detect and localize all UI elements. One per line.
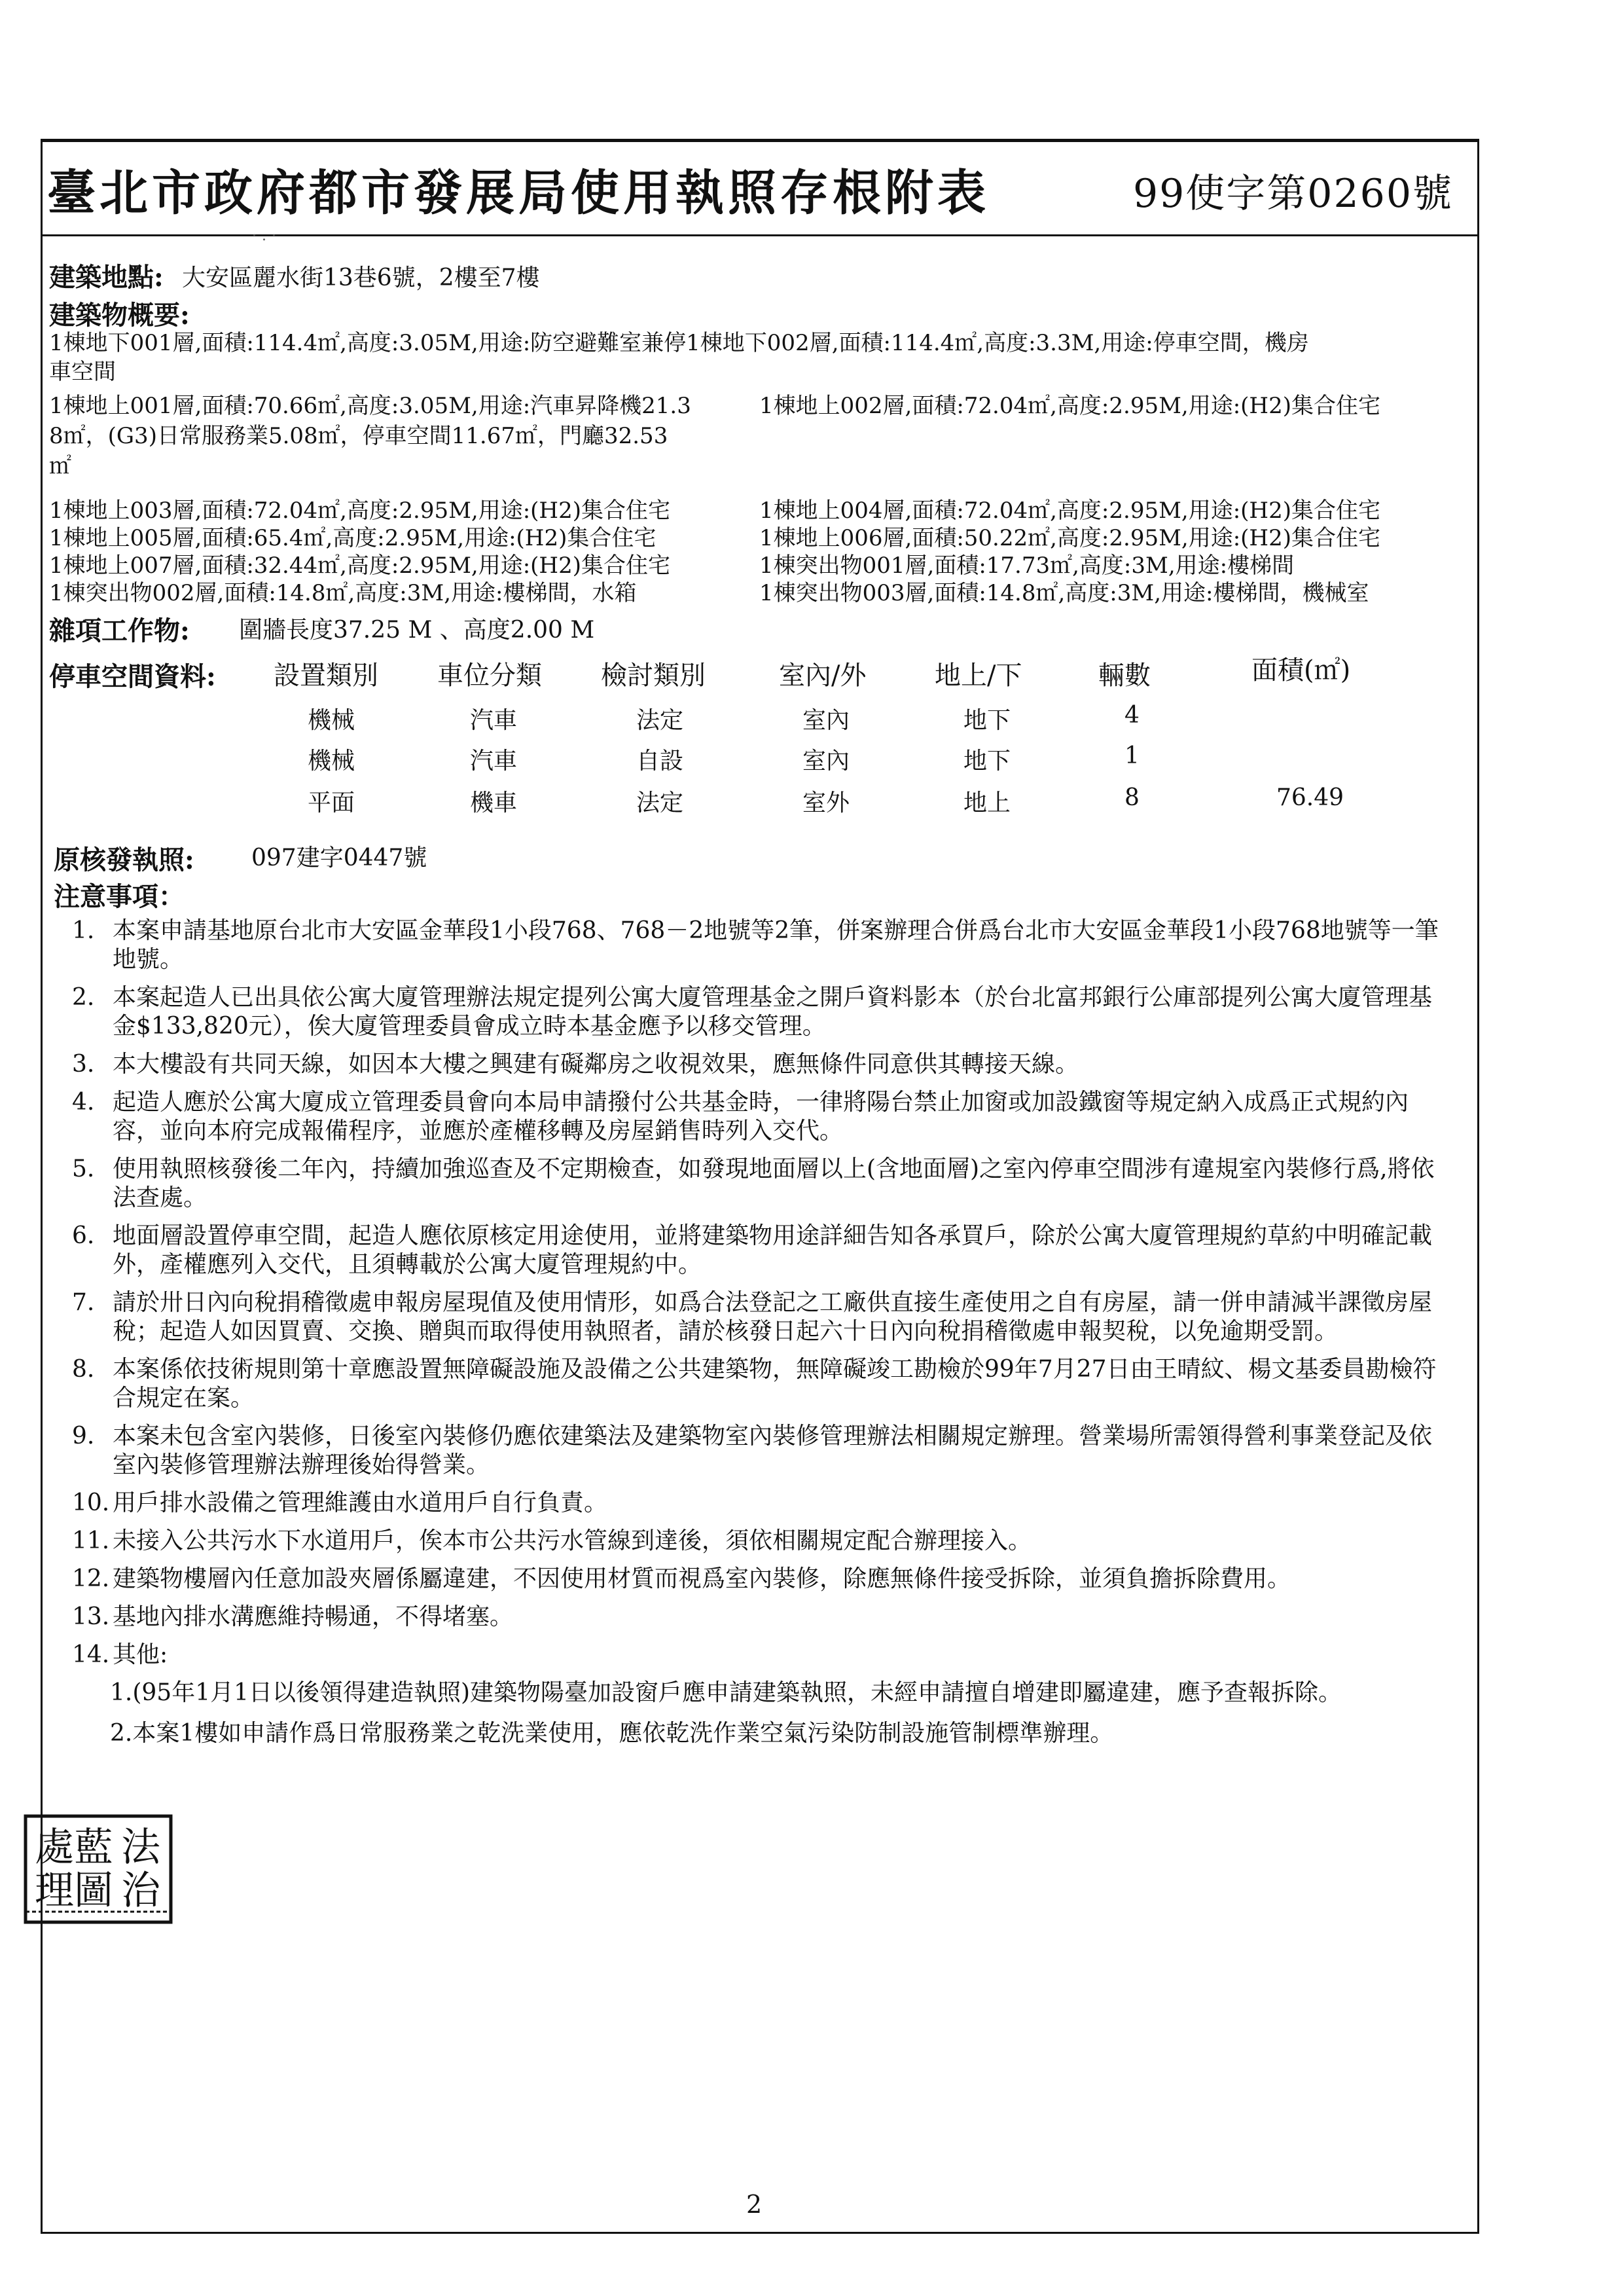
note-item: 1. 本案申請基地原台北市大安區金華段1小段768、768－2地號等2筆，併案辦理合併爲台北市大安區金華段1小段768地號等一筆地號。 [72, 917, 1439, 973]
floor-entry: 1棟突出物003層,面積:14.8㎡,高度:3M,用途:樓梯間，機械室 [759, 580, 1369, 606]
parking-header: 設置類別 [274, 661, 378, 691]
note-sub-item: 2.本案1樓如申請作爲日常服務業之乾洗業使用，應依乾洗作業空氣污染防制設施管制標準辦理。 [110, 1720, 1114, 1747]
notes-label: 注意事項： [54, 881, 185, 912]
misc-value: 圍牆長度37.25 M 、高度2.00 M [239, 617, 595, 644]
overview-label: 建築物概要: [49, 300, 190, 331]
overview-row3-left-a: 1棟地上001層,面積:70.66㎡,高度:3.05M,用途:汽車昇降機21.3 [49, 393, 691, 419]
parking-cell: 汽車 [470, 748, 518, 774]
floor-entry: 1棟地上007層,面積:32.44㎡,高度:2.95M,用途:(H2)集合住宅 [49, 553, 670, 579]
parking-header: 室內/外 [779, 661, 867, 691]
document-title: 臺北市政府都市發展局使用執照存根附表 [47, 165, 990, 221]
floor-entry: 1棟地上004層,面積:72.04㎡,高度:2.95M,用途:(H2)集合住宅 [759, 498, 1380, 524]
floor-entry: 1棟突出物001層,面積:17.73㎡,高度:3M,用途:樓梯間 [759, 553, 1295, 579]
floor-entry: 1棟地上006層,面積:50.22㎡,高度:2.95M,用途:(H2)集合住宅 [759, 525, 1380, 551]
notes-list [72, 917, 1447, 1760]
svg-text:治: 治 [121, 1868, 160, 1914]
note-item: 9. 本案未包含室內裝修，日後室內裝修仍應依建築法及建築物室內裝修管理辦法相關規定辦理。營業場所需領得營利事業登記及依室內裝修管理辦法辦理後始得營業。 [72, 1423, 1433, 1478]
note-item: 6. 地面層設置停車空間，起造人應依原核定用途使用，並將建築物用途詳細告知各承買戶，除於公寓大廈管理規約草約中明確記載外，產權應列入交代，且須轉載於公寓大廈管理規約中。 [72, 1222, 1433, 1278]
note-item: 11. 未接入公共污水下水道用戶，俟本市公共污水管線到達後，須依相關規定配合辦理接入。 [72, 1527, 1032, 1554]
floor-entry: 1棟地上005層,面積:65.4㎡,高度:2.95M,用途:(H2)集合住宅 [49, 525, 656, 551]
parking-cell: 室內 [802, 707, 850, 734]
note-item: 7. 請於卅日內向稅捐稽徵處申報房屋現值及使用情形，如爲合法登記之工廠供直接生產使用之自有房屋，請一併申請減半課徵房屋稅；起造人如因買賣、交換、贈與而取得使用執照者，請於核發日起六十日內向稅捐稽徵處申報契稅，以免逾期受罰。 [72, 1289, 1433, 1345]
overview-row3-left-c: ㎡ [49, 453, 71, 479]
page-number: 2 [746, 2190, 763, 2219]
parking-header: 地上/下 [935, 661, 1022, 691]
parking-cell: 地上 [963, 790, 1011, 816]
note-sub-item: 1.(95年1月1日以後領得建造執照)建築物陽臺加設窗戶應申請建築執照，未經申請擅自增建即屬違建，應予查報拆除。 [110, 1679, 1342, 1706]
note-item: 13. 基地內排水溝應維持暢通，不得堵塞。 [72, 1603, 514, 1630]
parking-cell: 平面 [308, 790, 355, 816]
original-permit-label: 原核發執照: [54, 845, 194, 875]
parking-cell: 76.49 [1276, 784, 1344, 811]
note-item: 4. 起造人應於公寓大廈成立管理委員會向本局申請撥付公共基金時，一律將陽台禁止加窗或加設鐵窗等規定納入成爲正式規約內容，並向本府完成報備程序，並應於產權移轉及房屋銷售時列入交代。 [72, 1089, 1409, 1144]
misc-label: 雜項工作物: [49, 615, 190, 646]
svg-text:法: 法 [121, 1825, 160, 1870]
note-item: 12. 建築物樓層內任意加設夾層係屬違建，不因使用材質而視爲室內裝修，除應無條件接受拆除，並須負擔拆除費用。 [72, 1565, 1291, 1592]
note-item: 10. 用戶排水設備之管理維護由水道用戶自行負責。 [72, 1489, 608, 1516]
note-item: 3. 本大樓設有共同天線，如因本大樓之興建有礙鄰房之收視效果，應無條件同意供其轉接天線。 [72, 1051, 1079, 1078]
document-header [41, 143, 1479, 236]
parking-cell: 4 [1124, 702, 1140, 729]
site-value: 大安區麗水街13巷6號，2樓至7樓 [182, 264, 540, 291]
parking-cell: 機械 [308, 707, 355, 734]
parking-header: 面積(㎡) [1251, 655, 1351, 685]
parking-cell: 室外 [802, 790, 850, 816]
parking-cell: 8 [1124, 784, 1140, 811]
original-permit-value: 097建字0447號 [251, 845, 427, 871]
overview-row3-left-b: 8㎡，(G3)日常服務業5.08㎡，停車空間11.67㎡，門廳32.53 [49, 423, 668, 449]
parking-cell: 法定 [636, 707, 684, 734]
parking-header: 車位分類 [437, 661, 542, 691]
parking-cell: 自設 [636, 748, 684, 774]
site-label: 建築地點: [49, 262, 164, 293]
overview-line-2: 車空間 [49, 359, 116, 385]
svg-text:理圖: 理圖 [35, 1868, 113, 1914]
overview-row3-right: 1棟地上002層,面積:72.04㎡,高度:2.95M,用途:(H2)集合住宅 [759, 393, 1380, 419]
parking-header: 輛數 [1098, 661, 1151, 691]
parking-cell: 室內 [802, 748, 850, 774]
scan-speckles: ·.· [252, 228, 281, 244]
parking-header: 檢討類別 [601, 661, 706, 691]
parking-cell: 地下 [963, 707, 1011, 734]
parking-cell: 機械 [308, 748, 355, 774]
floor-entry: 1棟地上003層,面積:72.04㎡,高度:2.95M,用途:(H2)集合住宅 [49, 498, 670, 524]
svg-text:處藍: 處藍 [35, 1825, 113, 1870]
parking-label: 停車空間資料: [49, 661, 216, 692]
parking-cell: 1 [1124, 742, 1140, 769]
permit-number: 99使字第0260號 [1132, 171, 1453, 217]
parking-cell: 機車 [470, 790, 518, 816]
parking-cell: 汽車 [470, 707, 518, 734]
floor-entry: 1棟突出物002層,面積:14.8㎡,高度:3M,用途:樓梯間，水箱 [49, 580, 637, 606]
parking-cell: 法定 [636, 790, 684, 816]
official-seal-stamp [23, 1813, 173, 1925]
note-item: 2. 本案起造人已出具依公寓大廈管理辦法規定提列公寓大廈管理基金之開戶資料影本（於台北富邦銀行公庫部提列公寓大廈管理基金$133,820元），俟大廈管理委員會成立時本基金應予以移交管理。 [72, 984, 1433, 1040]
overview-line-1: 1棟地下001層,面積:114.4㎡,高度:3.05M,用途:防空避難室兼停1棟地下002層,面積:114.4㎡,高度:3.3M,用途:停車空間，機房 [49, 330, 1309, 356]
note-item: 8. 本案係依技術規則第十章應設置無障礙設施及設備之公共建築物，無障礙竣工勘檢於99年7月27日由王晴紋、楊文基委員勘檢符合規定在案。 [72, 1356, 1437, 1412]
note-item: 14. 其他: [72, 1641, 168, 1668]
note-item: 5. 使用執照核發後二年內，持續加強巡查及不定期檢查，如發現地面層以上(含地面層)之室內停車空間涉有違規室內裝修行爲,將依法查處。 [72, 1156, 1435, 1211]
parking-cell: 地下 [963, 748, 1011, 774]
